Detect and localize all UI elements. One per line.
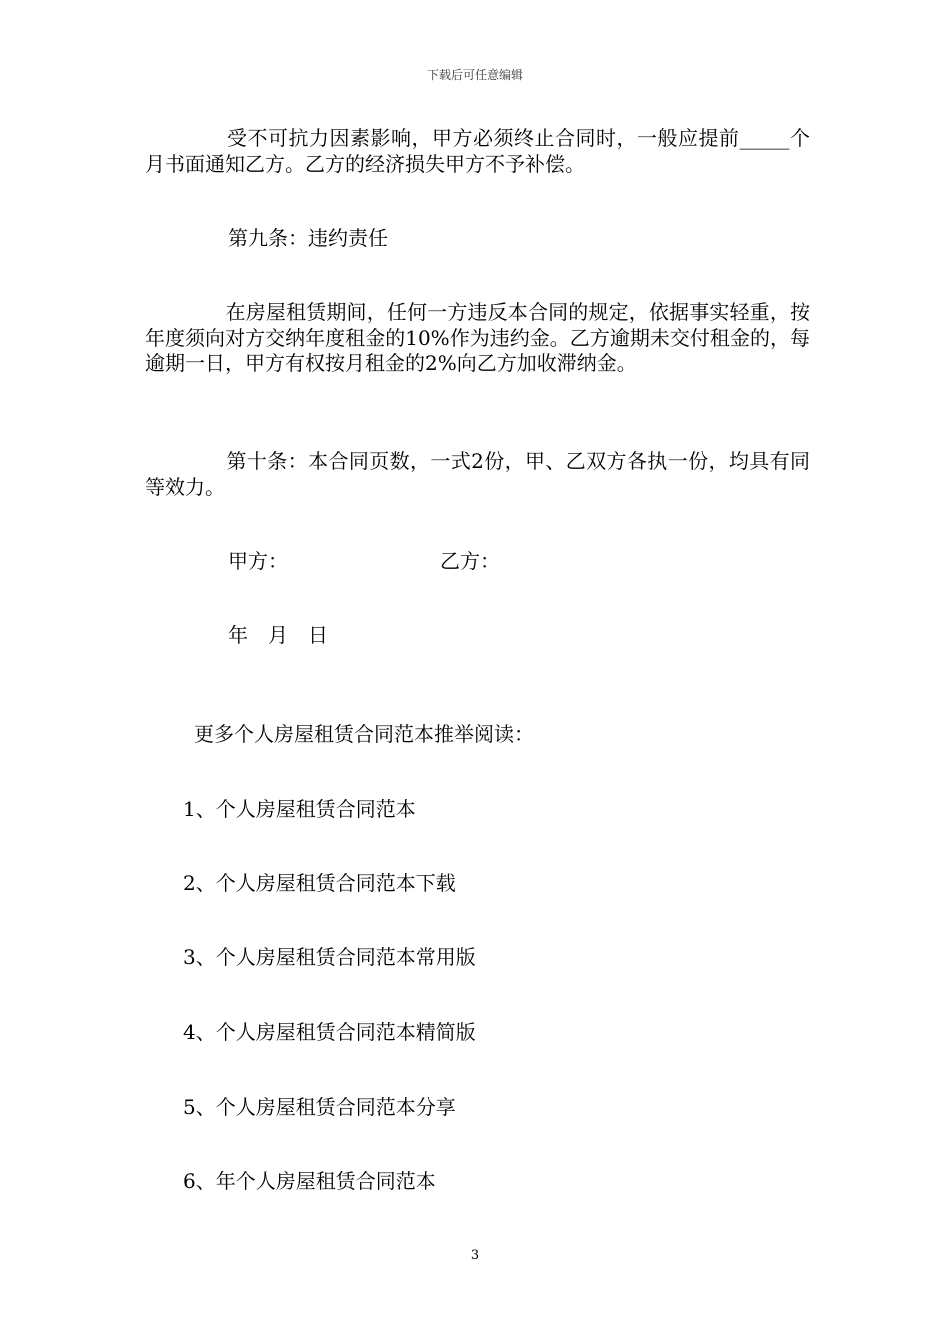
more-reading-title: 更多个人房屋租赁合同范本推举阅读： [194,722,534,746]
page-header: 下载后可任意编辑 [426,68,523,82]
reading-link-5[interactable]: 5、个人房屋租赁合同范本分享 [183,1095,456,1119]
reading-link-1[interactable]: 1、个人房屋租赁合同范本 [183,797,416,821]
party-a-label: 甲方： [228,549,288,573]
reading-link-3[interactable]: 3、个人房屋租赁合同范本常用版 [183,945,476,969]
article-10-paragraph: 第十条：本合同页数，一式2份，甲、乙双方各执一份，均具有同等效力。 [145,449,810,499]
reading-link-4[interactable]: 4、个人房屋租赁合同范本精简版 [183,1020,476,1044]
party-b-label: 乙方： [440,549,500,573]
reading-link-6[interactable]: 6、年个人房屋租赁合同范本 [183,1169,436,1193]
date-line: 年 月 日 [228,623,328,647]
force-majeure-paragraph: 受不可抗力因素影响，甲方必须终止合同时，一般应提前_____个月书面通知乙方。乙方的经济损失甲方不予补偿。 [145,126,810,176]
article-9-title: 第九条：违约责任 [228,226,388,250]
page-number: 3 [470,1248,480,1263]
reading-link-2[interactable]: 2、个人房屋租赁合同范本下载 [183,871,456,895]
breach-paragraph: 在房屋租赁期间，任何一方违反本合同的规定，依据事实轻重，按年度须向对方交纳年度租金的10%作为违约金。乙方逾期未交付租金的，每逾期一日，甲方有权按月租金的2%向乙方加收滞纳金。 [145,300,810,375]
